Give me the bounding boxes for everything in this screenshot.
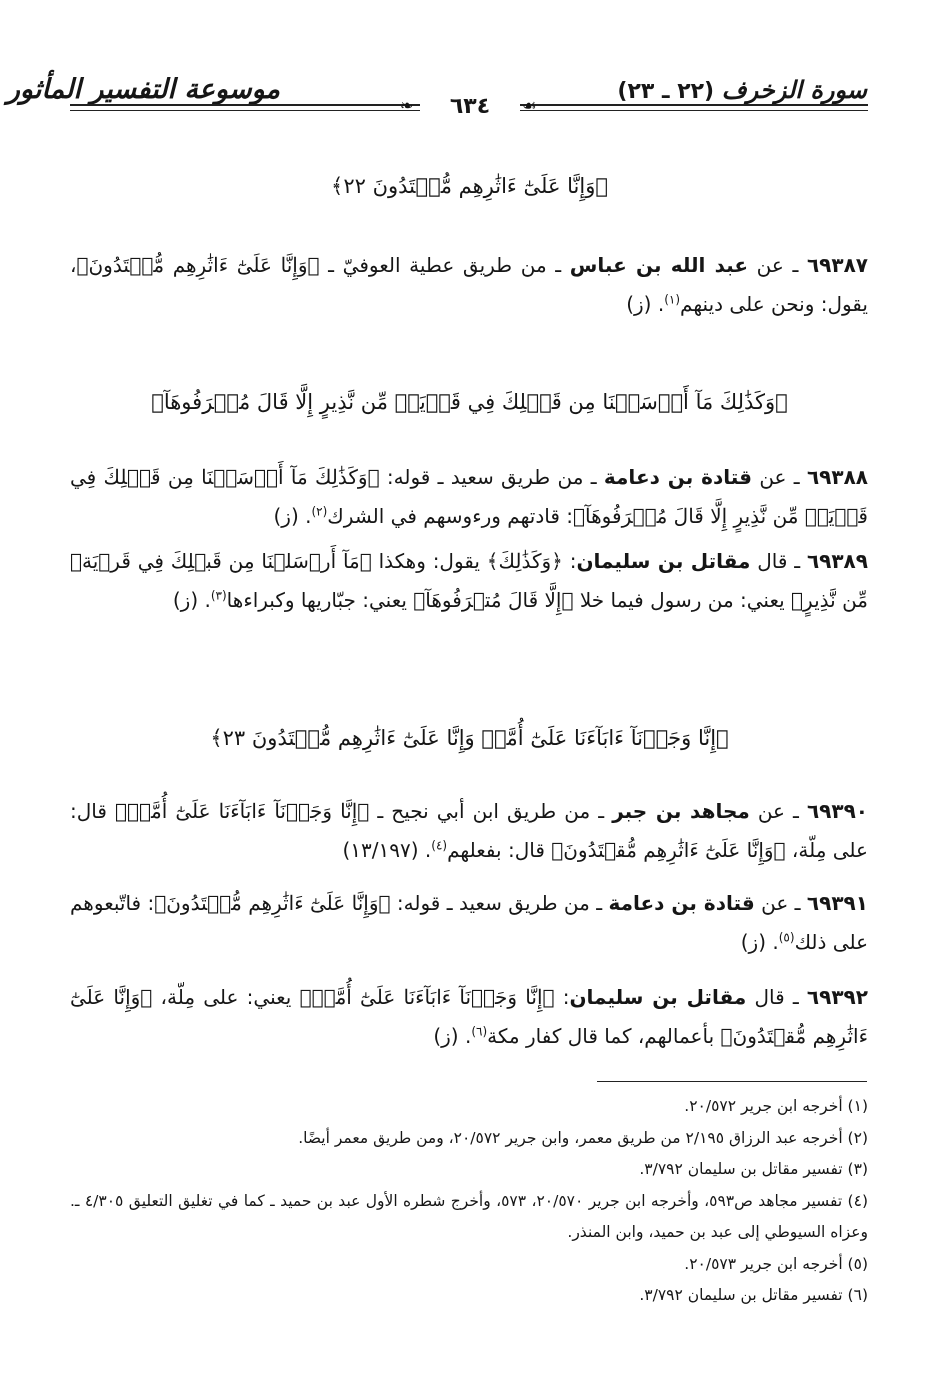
verse-heading: ﴿وَإِنَّا عَلَىٰٓ ءَاثَٰرِهِم مُّهۡتَدُونَ ٢٢﴾ [331,174,608,198]
footnote-ref: (٥) [778,930,795,945]
entry-number: ٦٩٣٩٠ [806,799,868,823]
entry-prefix: ـ قال [750,549,807,573]
entry-text: ـ من طريق سعيد ـ قوله: [390,891,609,915]
page-number: ٦٣٤ [420,92,520,122]
entry-prefix: ـ قال [746,985,807,1009]
narrator-name: مقاتل بن سليمان [569,985,747,1009]
narrator-name: عبد الله بن عباس [569,253,749,277]
footnote-ref: (٦) [471,1024,488,1039]
quran-quote: ﴿وَكَذَٰلِكَ﴾ [486,549,563,573]
quran-quote: ﴿وَإِنَّا عَلَىٰٓ ءَاثَٰرِهِم مُّهۡتَدُونَ﴾ [76,253,320,277]
quran-quote: ﴿إِنَّا وَجَدۡنَآ ءَابَآءَنَا عَلَىٰٓ أُمَّةٖ﴾ [114,799,370,823]
entry-source: . (١٣/١٩٧) [342,838,432,862]
footnote-separator [597,1081,867,1082]
entry-source: . (ز) [433,1024,472,1048]
entry-prefix: ـ عن [754,891,807,915]
narrator-name: مقاتل بن سليمان [576,549,751,573]
entry-text-2: يعني: على مِلّة، ﴿وَإِنَّا عَلَىٰٓ ءَاثَٰرِهِم مُّقۡتَدُونَ﴾ بأعمالهم، كما قال كفار مكة [70,985,868,1048]
entry-text: ـ من طريق عطية العوفيّ ـ [319,253,570,277]
footnote: (٥) أخرجه ابن جرير ٢٠/٥٧٣. [684,1254,868,1273]
entry-prefix: ـ عن [748,253,807,277]
entry-text: ـ من طريق سعيد ـ قوله: [379,465,604,489]
entry-text-2: يقول: وهكذا ﴿مَآ أَرۡسَلۡنَا مِن قَبۡلِكَ فِي قَرۡيَةٖ مِّن نَّذِيرٍ﴾ يعني: من رسول فيما خلا ﴿إِلَّا قَالَ مُتۡرَفُوهَآ﴾ يعني: جبّاريها وكبراءها [70,549,868,612]
entry-source: . (ز) [273,504,312,528]
narrator-name: مجاهد بن جبر [612,799,750,823]
footnotes [70,1091,868,1312]
footnote: (٦) تفسير مقاتل بن سليمان ٣/٧٩٢. [639,1286,868,1304]
quran-quote: ﴿وَكَذَٰلِكَ مَآ أَرۡسَلۡنَا مِن قَبۡلِكَ فِي قَرۡيَةٖ مِّن نَّذِيرٍ إِلَّا قَالَ مُتۡرَفُوهَآ﴾ [70,465,868,528]
footnote: (٣) تفسير مقاتل بن سليمان ٣/٧٩٢. [639,1160,868,1178]
verse-range: (٢٢ ـ ٢٣) [617,79,715,104]
footnote-ref: (١) [664,292,681,307]
footnote-ref: (٣) [210,588,227,603]
footnote-ref: (٢) [311,504,328,519]
narration-entry [70,542,868,620]
footnote-ref: (٤) [431,838,448,853]
entry-number: ٦٩٣٩٢ [806,985,868,1009]
entry-prefix: ـ عن [752,465,807,489]
entry-source: . (ز) [172,588,211,612]
surah-name: سورة الزخرف [721,75,867,104]
verse-heading: ﴿إِنَّا وَجَدۡنَآ ءَابَآءَنَا عَلَىٰٓ أُمَّةٖ وَإِنَّا عَلَىٰٓ ءَاثَٰرِهِم مُّقۡتَدُونَ ٢٣﴾ [210,726,729,750]
entry-text-2: ، يقول: ونحن على دينهم [70,253,868,316]
narration-entry [70,884,868,962]
footnote: (١) أخرجه ابن جرير ٢٠/٥٧٢. [684,1097,868,1115]
entry-source: . (ز) [740,930,779,954]
entry-number: ٦٩٣٩١ [806,891,868,915]
quran-quote: ﴿وَإِنَّا عَلَىٰٓ ءَاثَٰرِهِم مُّقۡتَدُونَ﴾ [154,891,391,915]
entry-text-2: قال: على مِلّة، ﴿وَإِنَّا عَلَىٰٓ ءَاثَٰرِهِم مُّقۡتَدُونَ﴾ قال: بفعلهم [70,799,868,862]
narration-entry [70,458,868,536]
verse-heading: ﴿وَكَذَٰلِكَ مَآ أَرۡسَلۡنَا مِن قَبۡلِكَ فِي قَرۡيَةٖ مِّن نَّذِيرٍ إِلَّا قَالَ مُتۡرَفُوهَآ﴾ [151,390,788,414]
entry-prefix: ـ عن [749,799,807,823]
narration-entry [70,792,868,870]
narration-entry [70,978,868,1056]
entry-text: : [554,985,570,1009]
footnote: (٢) أخرجه عبد الرزاق ٢/١٩٥ من طريق معمر، وابن جرير ٢٠/٥٧٢، ومن طريق معمر أيضًا. [298,1128,868,1147]
entry-text-2: : قادتهم ورءوسهم في الشرك [327,504,574,528]
entry-source: . (ز) [626,292,665,316]
entry-number: ٦٩٣٨٨ [806,465,868,489]
running-header-surah [617,72,867,108]
narration-entry [70,246,868,324]
ornament-left-icon: ❧ [400,96,414,115]
entry-text-2: : فاتّبعوهم على ذلك [70,891,868,954]
quran-quote: ﴿إِنَّا وَجَدۡنَآ ءَابَآءَنَا عَلَىٰٓ أُمَّةٖ﴾ [299,985,555,1009]
entry-text: : [562,549,577,573]
footnote: (٤) تفسير مجاهد ص٥٩٣، وأخرجه ابن جرير ٢٠/٥٧٠، ٥٧٣، وأخرج شطره الأول عبد بن حميد ـ كما في تغليق التعليق ٤/٣٠٥ ـ. وعزاه السيوطي إلى عبد بن حميد، وابن المنذر. [70,1191,868,1241]
book-title: موسوعة التفسير المأثور [6,74,280,105]
narrator-name: قتادة بن دعامة [603,465,753,489]
entry-number: ٦٩٣٨٩ [806,549,868,573]
narrator-name: قتادة بن دعامة [608,891,755,915]
entry-number: ٦٩٣٨٧ [806,253,868,277]
entry-text: ـ من طريق ابن أبي نجيح ـ [369,799,613,823]
ornament-right-icon: ☙ [522,96,537,115]
